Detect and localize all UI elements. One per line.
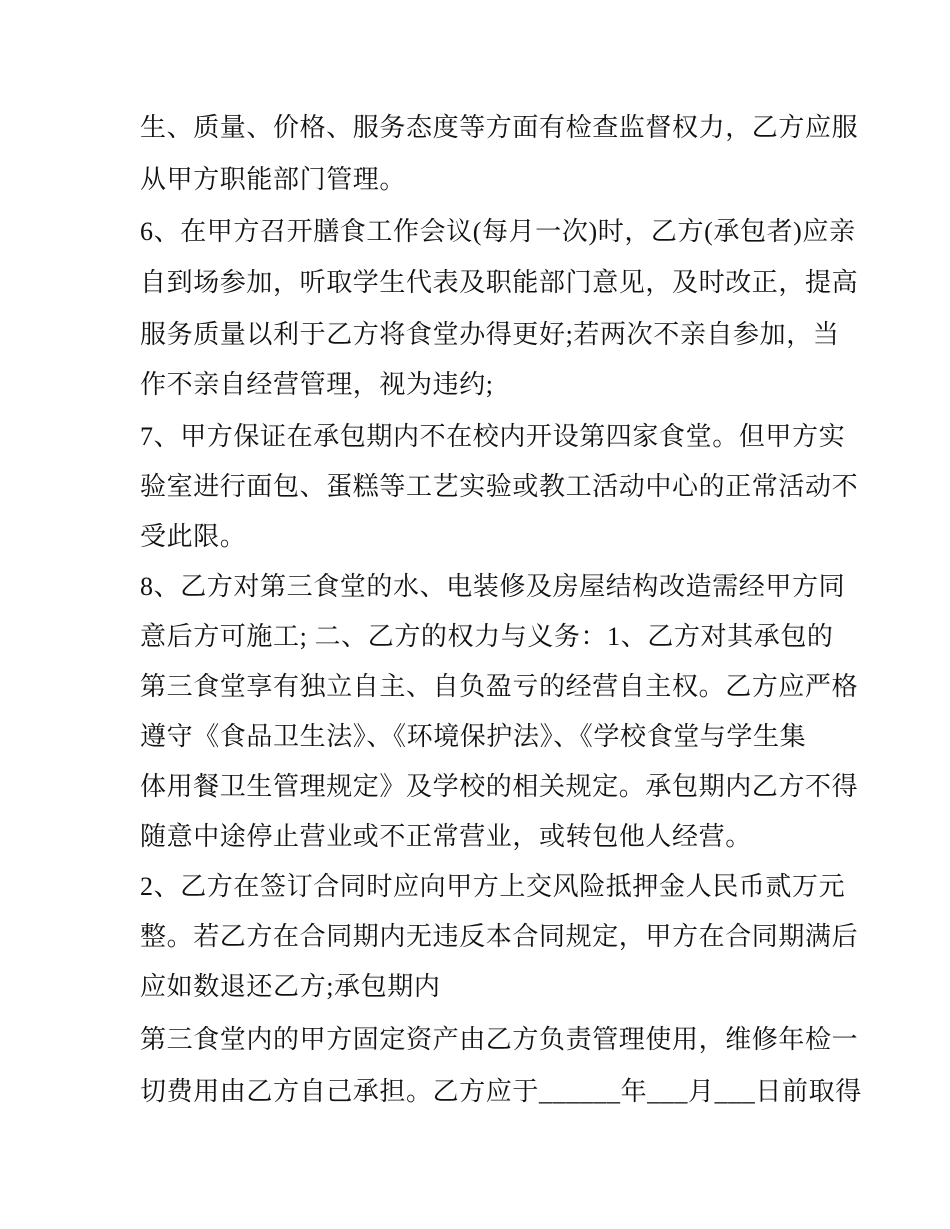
text-line: 从甲方职能部门管理。 <box>140 165 407 194</box>
text-line: 遵守《食品卫生法》、《环境保护法》、《学校食堂与学生集 <box>140 722 807 751</box>
text-line: 7、甲方保证在承包期内不在校内开设第四家食堂。但甲方实 <box>140 422 846 451</box>
text-line: 应如数退还乙方;承包期内 <box>140 972 441 1001</box>
text-line: 2、乙方在签订合同时应向甲方上交风险抵押金人民币贰万元 <box>140 872 846 901</box>
text-line: 服务质量以利于乙方将食堂办得更好;若两次不亲自参加，当 <box>140 320 840 349</box>
text-line: 受此限。 <box>140 522 247 551</box>
text-line: 验室进行面包、蛋糕等工艺实验或教工活动中心的正常活动不 <box>140 472 859 501</box>
text-line: 6、在甲方召开膳食工作会议(每月一次)时，乙方(承包者)应亲 <box>140 217 856 246</box>
text-line: 8、乙方对第三食堂的水、电装修及房屋结构改造需经甲方同 <box>140 572 846 601</box>
text-line: 作不亲自经营管理，视为违约; <box>140 370 494 399</box>
text-line: 随意中途停止营业或不正常营业，或转包他人经营。 <box>140 822 752 851</box>
text-line: 整。若乙方在合同期内无违反本合同规定，甲方在合同期满后 <box>140 922 859 951</box>
text-line: 自到场参加，听取学生代表及职能部门意见，及时改正，提高 <box>140 268 859 297</box>
text-line: 第三食堂内的甲方固定资产由乙方负责管理使用，维修年检一 <box>140 1025 859 1054</box>
text-line: 第三食堂享有独立自主、自负盈亏的经营自主权。乙方应严格 <box>140 672 859 701</box>
text-line: 生、质量、价格、服务态度等方面有检查监督权力，乙方应服 <box>140 113 859 142</box>
text-line: 意后方可施工; 二、乙方的权力与义务：1、乙方对其承包的 <box>140 622 834 651</box>
text-line: 体用餐卫生管理规定》及学校的相关规定。承包期内乙方不得 <box>140 772 859 801</box>
text-line: 切费用由乙方自己承担。乙方应于______年___月___日前取得 <box>140 1077 862 1106</box>
